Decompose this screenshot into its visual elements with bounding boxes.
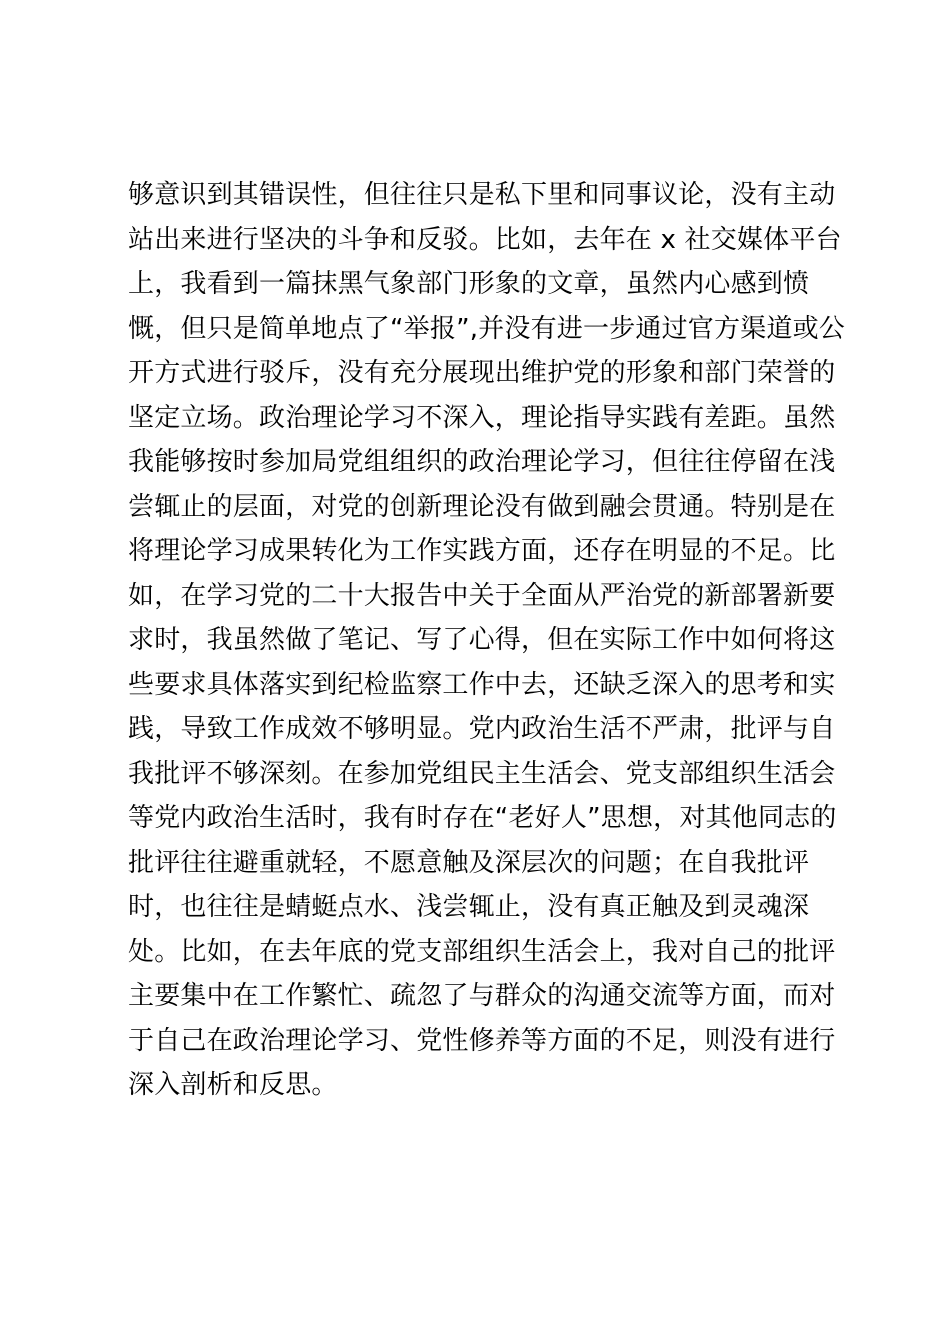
text-line: 我能够按时参加局党组组织的政治理论学习，但往往停留在浅 [128,447,836,477]
text-line: 些要求具体落实到纪检监察工作中去，还缺乏深入的思考和实 [128,669,836,700]
body-paragraph [128,173,846,1108]
text-line: 如，在学习党的二十大报告中关于全面从严治党的新部署新要 [128,580,836,611]
text-line: 深入剖析和反思。 [128,1070,338,1100]
text-line: 我批评不够深刻。在参加党组民主生活会、党支部组织生活会 [128,758,836,789]
text-line: 尝辄止的层面，对党的创新理论没有做到融会贯通。特别是在 [128,491,836,522]
text-line: 时，也往往是蜻蜓点水、浅尝辄止，没有真正触及到灵魂深 [128,892,810,922]
text-line: 慨，但只是简单地点了“举报”,并没有进一步通过官方渠道或公 [128,313,846,344]
text-line: 主要集中在工作繁忙、疏忽了与群众的沟通交流等方面，而对 [128,981,836,1011]
text-line: 处。比如，在去年底的党支部组织生活会上，我对自己的批评 [128,936,836,967]
text-line: 践，导致工作成效不够明显。党内政治生活不严肃，批评与自 [128,714,836,744]
text-line: 求时，我虽然做了笔记、写了心得，但在实际工作中如何将这 [128,625,836,655]
text-line: 坚定立场。政治理论学习不深入，理论指导实践有差距。虽然 [128,402,836,433]
text-line: 够意识到其错误性，但往往只是私下里和同事议论，没有主动 [128,180,836,210]
text-line: 于自己在政治理论学习、党性修养等方面的不足，则没有进行 [128,1025,836,1056]
text-line: 批评往往避重就轻，不愿意触及深层次的问题；在自我批评 [128,847,810,878]
text-line: 上，我看到一篇抹黑气象部门形象的文章，虽然内心感到愤 [128,269,810,299]
text-line: 等党内政治生活时，我有时存在“老好人”思想，对其他同志的 [128,803,837,833]
text-line: 开方式进行驳斥，没有充分展现出维护党的形象和部门荣誉的 [128,358,836,388]
text-line: 站出来进行坚决的斗争和反驳。比如，去年在 x 社交媒体平台 [128,224,842,255]
text-line: 将理论学习成果转化为工作实践方面，还存在明显的不足。比 [128,536,836,566]
